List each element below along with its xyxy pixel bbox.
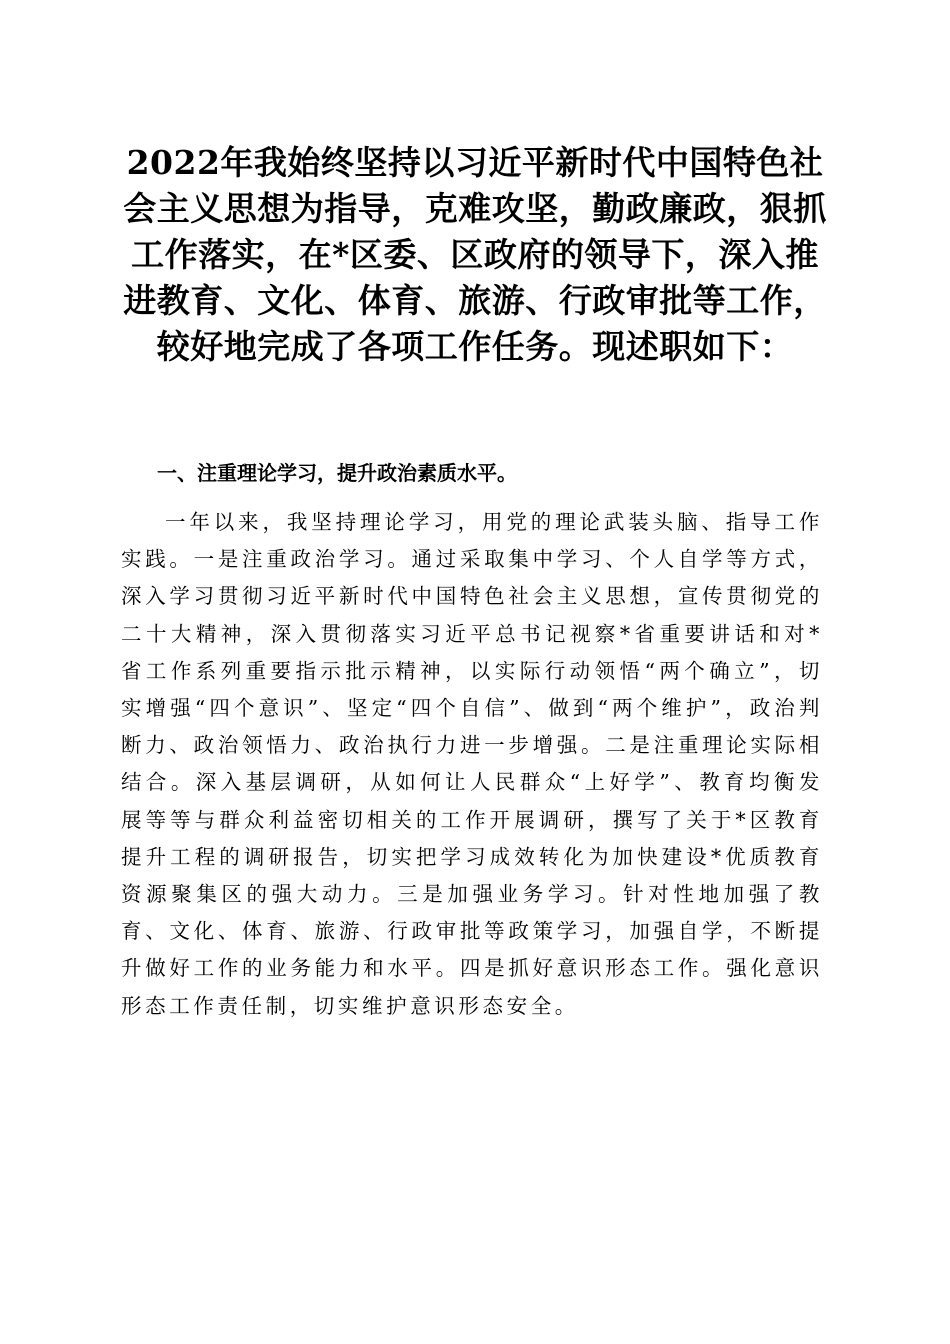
document-title: 2022年我始终坚持以习近平新时代中国特色社会主义思想为指导，克难攻坚，勤政廉政，狠抓工作落实，在*区委、区政府的领导下，深入推进教育、文化、体育、旅游、行政审批等工作，较好地完成了各项工作任务。现述职如下：: [123, 143, 827, 366]
section-paragraph: 一年以来，我坚持理论学习，用党的理论武装头脑、指导工作实践。一是注重政治学习。通过采取集中学习、个人自学等方式，深入学习贯彻习近平新时代中国特色社会主义思想，宣传贯彻党的二十大精神，深入贯彻落实习近平总书记视察*省重要讲话和对*省工作系列重要指示批示精神，以实际行动领悟“两个确立”，切实增强“四个意识”、坚定“四个自信”、做到“两个维护”，政治判断力、政治领悟力、政治执行力进一步增强。二是注重理论实际相结合。深入基层调研，从如何让人民群众“上好学”、教育均衡发展等等与群众利益密切相关的工作开展调研，撰写了关于*区教育提升工程的调研报告，切实把学习成效转化为加快建设*优质教育资源聚集区的强大动力。三是加强业务学习。针对性地加强了教育、文化、体育、旅游、行政审批等政策学习，加强自学，不断提升做好工作的业务能力和水平。四是抓好意识形态工作。强化意识形态工作责任制，切实维护意识形态安全。: [121, 510, 823, 1018]
section-heading: 一、注重理论学习，提升政治素质水平。: [157, 461, 517, 485]
